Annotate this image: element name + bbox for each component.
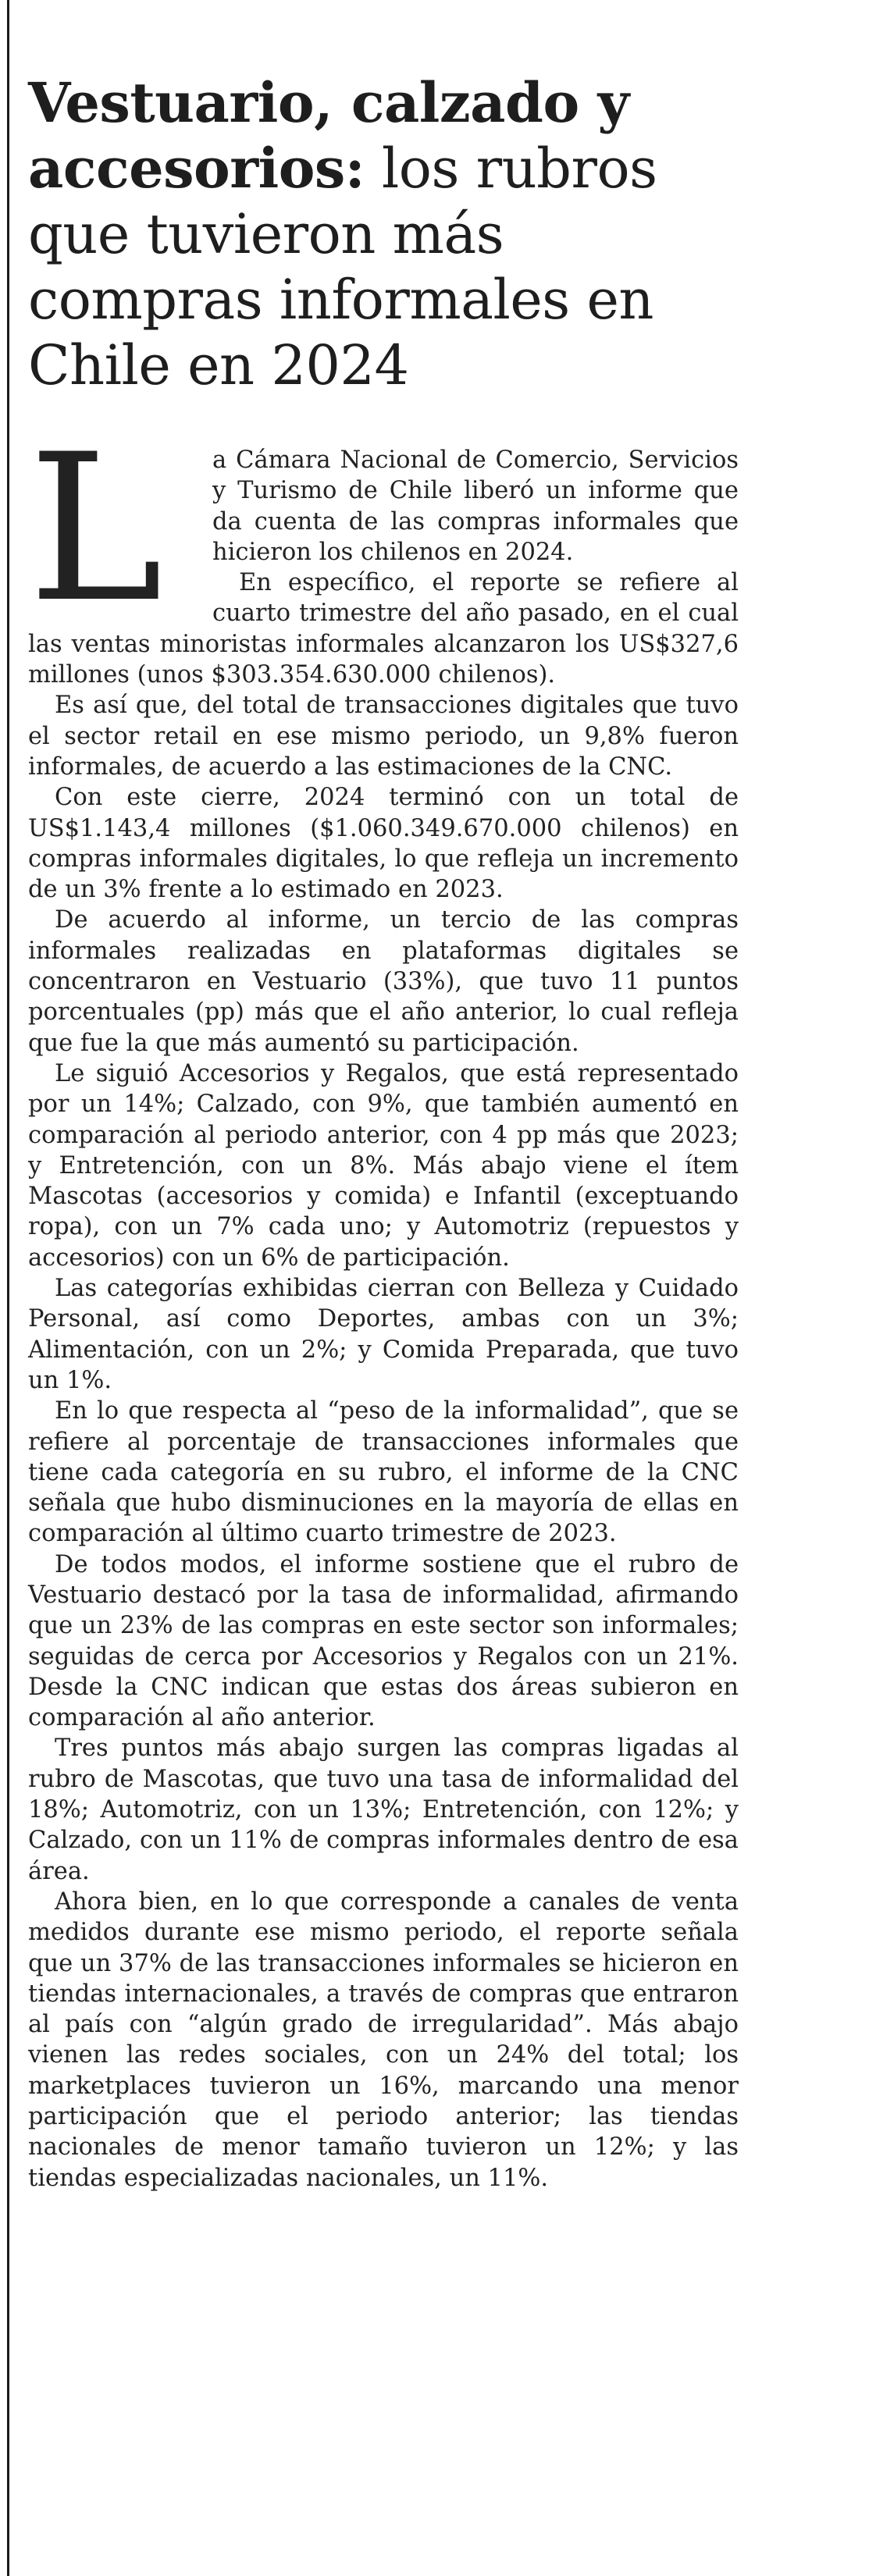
paragraph-8: En lo que respecta al “peso de la informalidad”, que se refiere al porcentaje de transacciones informales que tiene cada categoría en su rubro, el informe de la CNC señala que hubo disminuciones en la mayoría de ellas en comparación al último cuarto trimestre de 2023. <box>28 1397 739 1548</box>
headline-bold: Vestuario, calzado y accesorios: <box>28 70 629 201</box>
drop-cap: L <box>28 411 163 647</box>
paragraph-3: Es así que, del total de transacciones digitales que tuvo el sector retail en ese mismo periodo, un 9,8% fueron informales, de acuerdo a las estimaciones de la CNC. <box>28 692 739 781</box>
paragraph-1-text: a Cámara Nacional de Comercio, Servicios y Turismo de Chile liberó un informe que da cuenta de las compras informales que hicieron los chilenos en 2024. <box>212 447 739 566</box>
paragraph-10: Tres puntos más abajo surgen las compras ligadas al rubro de Mascotas, que tuvo una tasa de informalidad del 18%; Automotriz, con un 13%; Entretención, con 12%; y Calzado, con un 11% de compras informales dentro de esa área. <box>28 1735 739 1885</box>
paragraph-9: De todos modos, el informe sostiene que el rubro de Vestuario destacó por la tasa de informalidad, afirmando que un 23% de las compras en este sector son informales; seguidas de cerca por Accesorios y Regalos con un 21%. Desde la CNC indican que estas dos áreas subieron en comparación al año anterior. <box>28 1550 739 1732</box>
paragraph-11: Ahora bien, en lo que corresponde a canales de venta medidos durante ese mismo periodo, el reporte señala que un 37% de las transacciones informales se hicieron en tiendas internacionales, a través de compras que entraron al país con “algún grado de irregularidad”. Más abajo vienen las redes sociales, con un 24% del total; los marketplaces tuvieron un 16%, marcando una menor participación que el periodo anterior; las tiendas nacionales de menor tamaño tuvieron un 12%; y las tiendas especializadas nacionales, un 11%. <box>28 1888 739 2192</box>
article-body <box>28 411 739 2194</box>
article <box>28 0 739 2194</box>
paragraph-7: Las categorías exhibidas cierran con Belleza y Cuidado Personal, así como Deportes, ambas con un 3%; Alimentación, con un 2%; y Comida Preparada, que tuvo un 1%. <box>28 1275 739 1394</box>
left-column-rule <box>7 0 9 2576</box>
paragraph-5: De acuerdo al informe, un tercio de las compras informales realizadas en plataformas digitales se concentraron en Vestuario (33%), que tuvo 11 puntos porcentuales (pp) más que el año anterior, lo cual refleja que fue la que más aumentó su participación. <box>28 906 739 1057</box>
headline <box>28 70 739 398</box>
paragraph-6: Le siguió Accesorios y Regalos, que está representado por un 14%; Calzado, con 9%, que también aumentó en comparación al periodo anterior, con 4 pp más que 2023; y Entretención, con un 8%. Más abajo viene el ítem Mascotas (accesorios y comida) e Infantil (exceptuando ropa), con un 7% cada uno; y Automotriz (repuestos y accesorios) con un 6% de participación. <box>28 1059 739 1272</box>
headline-rest: los rubros que tuvieron más compras informales en Chile en 2024 <box>28 137 657 397</box>
paragraph-2: En específico, el reporte se refiere al cuarto trimestre del año pasado, en el cual las ventas minoristas informales alcanzaron los US$327,6 millones (unos $303.354.630.000 chilenos). <box>28 569 739 689</box>
paragraph-4: Con este cierre, 2024 terminó con un total de US$1.143,4 millones ($1.060.349.670.000 chilenos) en compras informales digitales, lo que refleja un incremento de un 3% frente a lo estimado en 2023. <box>28 784 739 904</box>
